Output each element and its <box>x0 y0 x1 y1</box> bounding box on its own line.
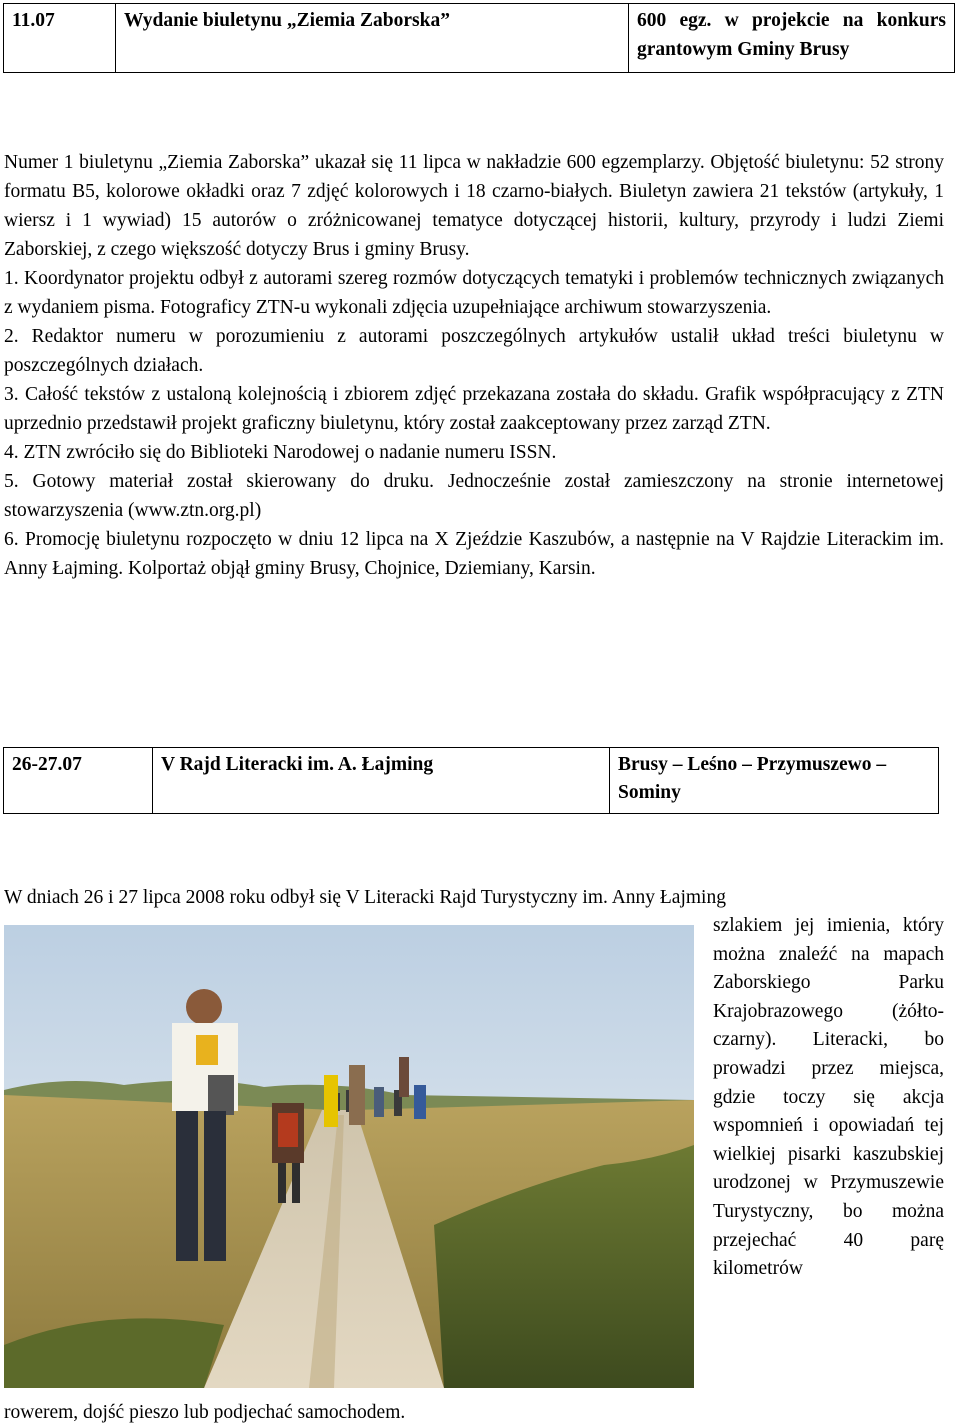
rally-intro-text: W dniach 26 i 27 lipca 2008 roku odbył się V Literacki Rajd Turystyczny im. Anny Łajming <box>4 887 726 908</box>
rally-closing-text: rowerem, dojść pieszo lub podjechać samochodem. <box>4 1402 406 1423</box>
event-date: 11.07 <box>4 4 116 73</box>
event-row <box>4 748 939 814</box>
paragraph-step-6: 6. Promocję biuletynu rozpoczęto w dniu 12 lipca na X Zjeździe Kaszubów, a następnie na V Rajdzie Literackim im. Anny Łajming. Kolportaż objął gminy Brusy, Chojnice, Dziemiany, Karsin. <box>4 529 944 579</box>
paragraph-step-1: 1. Koordynator projektu odbył z autorami szereg rozmów dotyczących tematyki i problemów technicznych związanych z wydaniem pisma. Fotograficy ZTN-u wykonali zdjęcia uzupełniające archiwum stowarzyszenia. <box>4 268 944 318</box>
event-row <box>4 4 955 73</box>
paragraph-step-2: 2. Redaktor numeru w porozumieniu z autorami poszczególnych artykułów ustalił układ treści biuletynu w poszczególnych działach. <box>4 326 944 376</box>
paragraph-step-3: 3. Całość tekstów z ustaloną kolejnością i zbiorem zdjęć przekazana została do składu. Grafik współpracujący z ZTN uprzednio przedstawił projekt graficzny biuletynu, który został zaakceptowany przez zarząd ZTN. <box>4 384 944 434</box>
paragraph-step-4: 4. ZTN zwróciło się do Biblioteki Narodowej o nadanie numeru ISSN. <box>4 442 557 463</box>
hikers-photo <box>4 925 694 1388</box>
event-table-2 <box>3 747 939 814</box>
paragraph-step-5: 5. Gotowy materiał został skierowany do druku. Jednocześnie został zamieszczony na stronie internetowej stowarzyszenia (www.ztn.org.pl) <box>4 471 944 521</box>
hikers-on-road-image <box>4 925 694 1388</box>
event-date: 26-27.07 <box>4 748 153 814</box>
event-title: V Rajd Literacki im. A. Łajming <box>153 748 610 814</box>
paragraph-intro: Numer 1 biuletynu „Ziemia Zaborska” ukazał się 11 lipca w nakładzie 600 egzemplarzy. Objętość biuletynu: 52 strony formatu B5, kolorowe okładki oraz 7 zdjęć kolorowych i 18 czarno-białych. Biuletyn zawiera 21 tekstów (artykuły, 1 wiersz i 1 wywiad) 15 autorów o zróżnicowanej tematyce dotyczącej historii, kultury, przyrody i ludzi Ziemi Zaborskiej, z czego większość dotyczy Brus i gminy Brusy. <box>4 152 944 260</box>
event-table-1 <box>3 3 955 73</box>
event-place: Brusy – Leśno – Przymuszewo – Sominy <box>610 748 939 814</box>
rally-side-text: szlakiem jej imienia, który można znaleźć na mapach Zaborskiego Parku Krajobrazowego (żółto-czarny). Literacki, bo prowadzi przez miejsca, gdzie toczy się akcja wspomnień i opowiadań tej wielkiej pisarki kaszubskiej urodzonej w Przymuszewie Turystyczny, bo można przejechać 40 parę kilometrów <box>713 915 944 1280</box>
event-place: 600 egz. w projekcie na konkurs grantowym Gminy Brusy <box>629 4 955 73</box>
event-title: Wydanie biuletynu „Ziemia Zaborska” <box>116 4 629 73</box>
report-text <box>4 148 944 583</box>
